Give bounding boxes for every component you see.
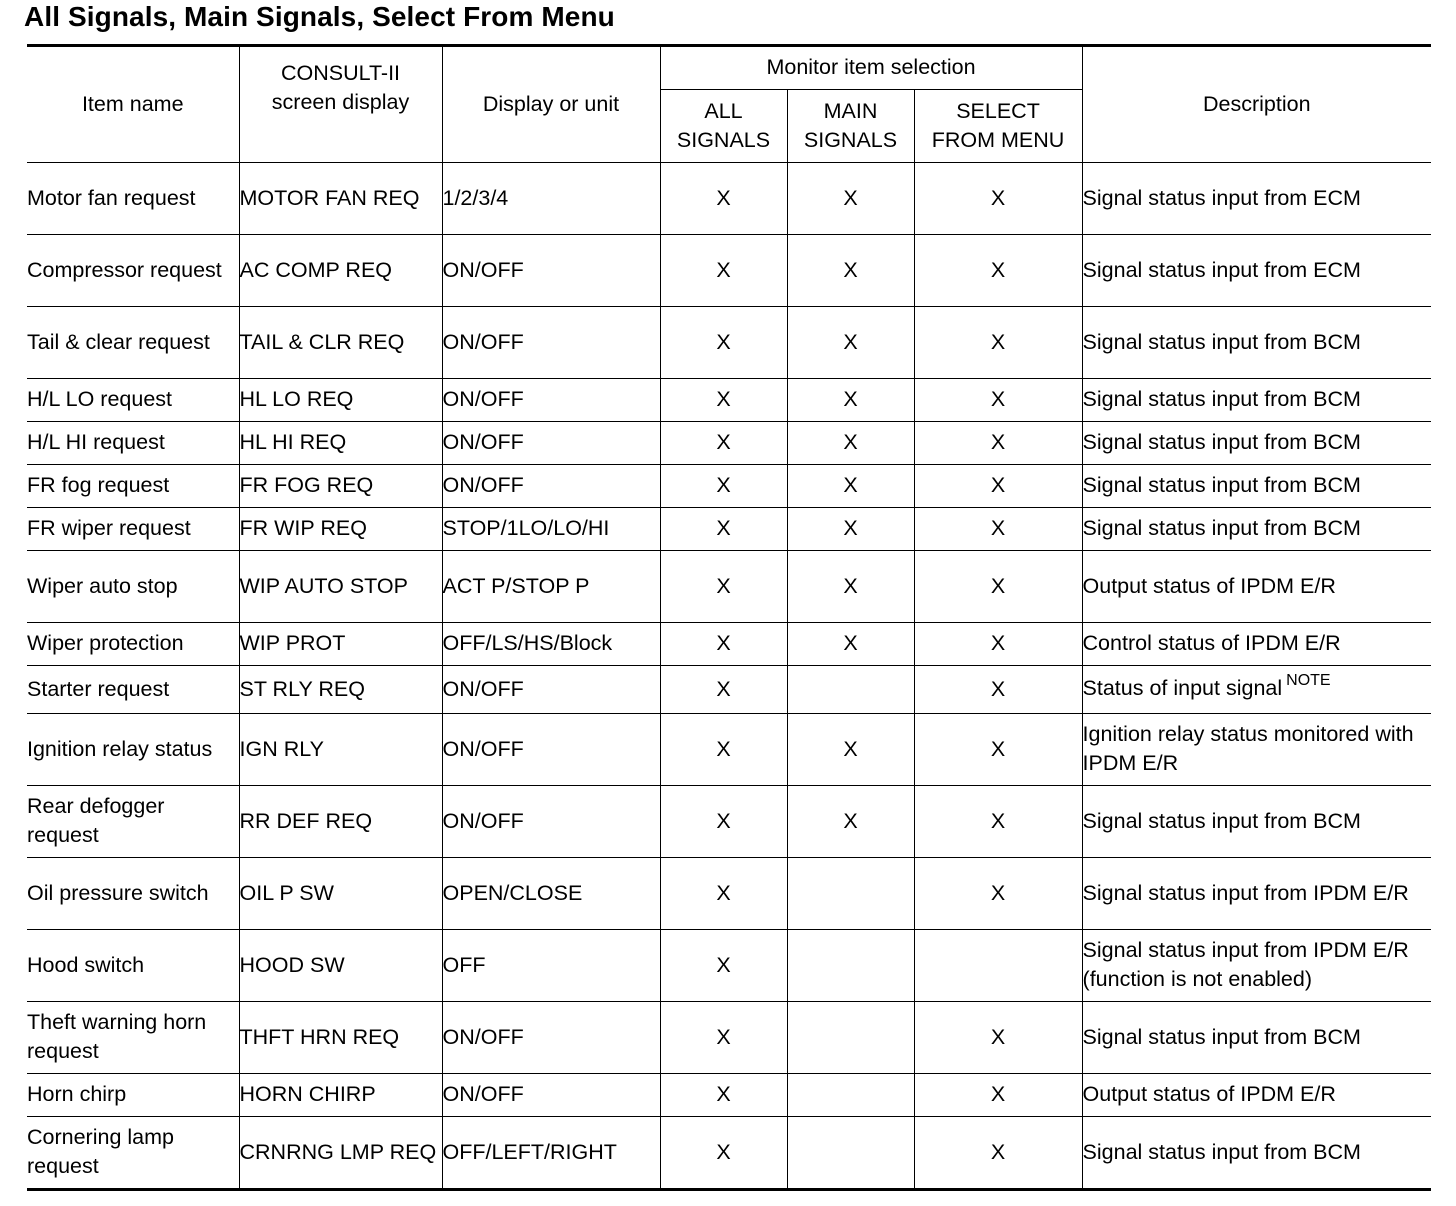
table-row xyxy=(27,785,1431,857)
screen-display-text: MOTOR FAN REQ xyxy=(239,185,420,210)
display-unit-cell xyxy=(442,929,660,1001)
main-signals-cell xyxy=(787,234,914,306)
description-cell xyxy=(1082,1001,1431,1073)
select-from-menu-cell xyxy=(914,162,1082,234)
main-signals-cell xyxy=(787,857,914,929)
display-unit-text: OFF/LS/HS/Block xyxy=(442,631,613,655)
all-signals-text: X xyxy=(716,573,731,598)
table-row xyxy=(27,234,1431,306)
display-unit-cell xyxy=(442,378,660,421)
select-from-menu-text: X xyxy=(990,185,1006,210)
select-from-menu-cell xyxy=(914,1001,1082,1073)
description-cell xyxy=(1082,234,1431,306)
display-unit-cell xyxy=(442,507,660,550)
all-signals-cell xyxy=(660,622,787,665)
all-signals-text: X xyxy=(716,631,731,655)
item-name-cell xyxy=(27,785,239,857)
item-name-cell xyxy=(27,507,239,550)
select-from-menu-cell xyxy=(914,234,1082,306)
select-from-menu-text: X xyxy=(990,573,1006,598)
main-signals-text: X xyxy=(843,387,858,411)
header-all-signals: ALL SIGNALS xyxy=(660,89,787,162)
display-unit-cell xyxy=(442,162,660,234)
screen-display-cell xyxy=(239,464,442,507)
table-row xyxy=(27,1001,1431,1073)
item-name-text: Hood switch xyxy=(27,952,145,977)
display-unit-cell xyxy=(442,1116,660,1188)
header-display-unit: Display or unit xyxy=(442,47,660,162)
all-signals-cell xyxy=(660,378,787,421)
description-text: Signal status input from ECM xyxy=(1082,185,1361,210)
description-cell xyxy=(1082,857,1431,929)
select-from-menu-cell xyxy=(914,857,1082,929)
signals-table xyxy=(27,47,1431,1188)
main-signals-text: X xyxy=(843,808,858,833)
description-cell xyxy=(1082,785,1431,857)
all-signals-cell xyxy=(660,306,787,378)
description-cell xyxy=(1082,550,1431,622)
item-name-text: Horn chirp xyxy=(27,1082,127,1106)
table-row xyxy=(27,162,1431,234)
display-unit-cell xyxy=(442,234,660,306)
select-from-menu-cell xyxy=(914,421,1082,464)
table-row xyxy=(27,929,1431,1001)
main-signals-text: X xyxy=(843,516,858,540)
item-name-cell xyxy=(27,162,239,234)
display-unit-text: ON/OFF xyxy=(442,387,524,411)
screen-display-cell xyxy=(239,622,442,665)
description-cell xyxy=(1082,1073,1431,1116)
item-name-text: Wiper auto stop xyxy=(27,573,178,598)
display-unit-text: ON/OFF xyxy=(442,473,524,497)
description-text: Signal status input from BCM xyxy=(1082,808,1361,833)
select-from-menu-text: X xyxy=(990,1082,1006,1106)
description-text: Output status of IPDM E/R xyxy=(1082,573,1336,598)
all-signals-cell xyxy=(660,785,787,857)
item-name-text: FR wiper request xyxy=(27,516,191,540)
item-name-text: H/L LO request xyxy=(27,387,172,411)
select-from-menu-cell xyxy=(914,622,1082,665)
description-text: Status of input signal xyxy=(1082,675,1283,700)
main-signals-text: X xyxy=(843,573,858,598)
description-cell xyxy=(1082,1116,1431,1188)
page-title: All Signals, Main Signals, Select From Menu xyxy=(24,1,615,32)
select-from-menu-cell xyxy=(914,1116,1082,1188)
select-from-menu-cell xyxy=(914,507,1082,550)
display-unit-text: ON/OFF xyxy=(442,329,524,354)
select-from-menu-cell xyxy=(914,306,1082,378)
item-name-cell xyxy=(27,1116,239,1188)
header-description: Description xyxy=(1082,47,1431,162)
display-unit-text: ON/OFF xyxy=(442,257,524,282)
display-unit-cell xyxy=(442,421,660,464)
all-signals-cell xyxy=(660,550,787,622)
item-name-cell xyxy=(27,665,239,713)
description-text: Signal status input from BCM xyxy=(1082,473,1361,497)
item-name-text: H/L HI request xyxy=(27,430,165,454)
screen-display-text: ST RLY REQ xyxy=(239,676,365,701)
all-signals-text: X xyxy=(716,736,731,761)
item-name-cell xyxy=(27,421,239,464)
item-name-cell xyxy=(27,234,239,306)
all-signals-cell xyxy=(660,464,787,507)
select-from-menu-text: X xyxy=(990,430,1006,454)
header-monitor-selection: Monitor item selection xyxy=(660,47,1082,89)
table-row xyxy=(27,378,1431,421)
select-from-menu-text: X xyxy=(990,676,1006,701)
display-unit-cell xyxy=(442,306,660,378)
display-unit-text: ON/OFF xyxy=(442,1024,524,1049)
table-row xyxy=(27,713,1431,785)
screen-display-text: TAIL & CLR REQ xyxy=(239,329,405,354)
select-from-menu-text: X xyxy=(990,631,1006,655)
all-signals-cell xyxy=(660,1073,787,1116)
main-signals-cell xyxy=(787,622,914,665)
item-name-cell xyxy=(27,622,239,665)
item-name-text: Motor fan request xyxy=(27,185,196,210)
main-signals-cell xyxy=(787,464,914,507)
item-name-cell xyxy=(27,550,239,622)
display-unit-cell xyxy=(442,857,660,929)
table-body xyxy=(27,162,1431,1188)
all-signals-cell xyxy=(660,665,787,713)
select-from-menu-text: X xyxy=(990,880,1006,905)
main-signals-cell xyxy=(787,929,914,1001)
display-unit-text: ACT P/STOP P xyxy=(442,573,590,598)
display-unit-text: ON/OFF xyxy=(442,430,524,454)
select-from-menu-text: X xyxy=(990,329,1006,354)
main-signals-cell xyxy=(787,162,914,234)
select-from-menu-text: X xyxy=(990,516,1006,540)
description-text: Signal status input from BCM xyxy=(1082,1024,1361,1049)
screen-display-text: THFT HRN REQ xyxy=(239,1024,400,1049)
screen-display-cell xyxy=(239,234,442,306)
main-signals-cell xyxy=(787,713,914,785)
screen-display-text: WIP AUTO STOP xyxy=(239,573,408,598)
main-signals-text: X xyxy=(843,631,858,655)
note-superscript: NOTE xyxy=(1286,671,1331,689)
main-signals-text: X xyxy=(843,257,858,282)
screen-display-text: FR FOG REQ xyxy=(239,473,374,497)
main-signals-cell xyxy=(787,378,914,421)
select-from-menu-cell xyxy=(914,550,1082,622)
screen-display-text: CRNRNG LMP REQ xyxy=(239,1139,437,1164)
description-text: Signal status input from BCM xyxy=(1082,516,1361,540)
all-signals-text: X xyxy=(716,952,731,977)
all-signals-cell xyxy=(660,713,787,785)
screen-display-cell xyxy=(239,550,442,622)
select-from-menu-text: X xyxy=(990,1024,1006,1049)
display-unit-text: OFF xyxy=(442,952,486,977)
all-signals-text: X xyxy=(716,880,731,905)
all-signals-text: X xyxy=(716,257,731,282)
all-signals-text: X xyxy=(716,387,731,411)
screen-display-cell xyxy=(239,929,442,1001)
all-signals-cell xyxy=(660,857,787,929)
description-cell xyxy=(1082,162,1431,234)
description-cell xyxy=(1082,306,1431,378)
screen-display-text: OIL P SW xyxy=(239,880,334,905)
item-name-cell xyxy=(27,713,239,785)
screen-display-cell xyxy=(239,306,442,378)
all-signals-cell xyxy=(660,421,787,464)
all-signals-text: X xyxy=(716,1139,731,1164)
select-from-menu-text: X xyxy=(990,387,1006,411)
item-name-text: Wiper protection xyxy=(27,631,184,655)
main-signals-cell xyxy=(787,306,914,378)
screen-display-cell xyxy=(239,785,442,857)
description-text: Signal status input from BCM xyxy=(1082,430,1361,454)
description-cell xyxy=(1082,464,1431,507)
screen-display-cell xyxy=(239,378,442,421)
item-name-cell xyxy=(27,378,239,421)
select-from-menu-text: X xyxy=(990,808,1006,833)
screen-display-cell xyxy=(239,421,442,464)
description-text: Signal status input from BCM xyxy=(1082,1139,1361,1164)
main-signals-text: X xyxy=(843,329,858,354)
display-unit-text: ON/OFF xyxy=(442,808,524,833)
screen-display-cell xyxy=(239,1116,442,1188)
main-signals-text: X xyxy=(843,736,858,761)
display-unit-text: OPEN/CLOSE xyxy=(442,880,583,905)
all-signals-cell xyxy=(660,234,787,306)
screen-display-cell xyxy=(239,1073,442,1116)
all-signals-text: X xyxy=(716,473,731,497)
all-signals-text: X xyxy=(716,676,731,701)
description-text: Output status of IPDM E/R xyxy=(1082,1082,1336,1106)
all-signals-text: X xyxy=(716,430,731,454)
header-main-signals: MAIN SIGNALS xyxy=(787,89,914,162)
screen-display-cell xyxy=(239,162,442,234)
description-text: Signal status input from IPDM E/R (function is not enabled) xyxy=(1082,938,1409,991)
item-name-cell xyxy=(27,1001,239,1073)
select-from-menu-cell xyxy=(914,378,1082,421)
main-signals-text: X xyxy=(843,430,858,454)
main-signals-cell xyxy=(787,507,914,550)
display-unit-text: OFF/LEFT/RIGHT xyxy=(442,1139,617,1164)
description-cell xyxy=(1082,421,1431,464)
display-unit-text: 1/2/3/4 xyxy=(442,185,509,210)
description-cell xyxy=(1082,929,1431,1001)
description-cell xyxy=(1082,622,1431,665)
select-from-menu-text: X xyxy=(990,736,1006,761)
all-signals-cell xyxy=(660,929,787,1001)
main-signals-cell xyxy=(787,1073,914,1116)
all-signals-cell xyxy=(660,1001,787,1073)
all-signals-cell xyxy=(660,507,787,550)
select-from-menu-text: X xyxy=(990,473,1006,497)
bottom-rule xyxy=(27,1188,1431,1191)
screen-display-text: HORN CHIRP xyxy=(239,1082,376,1106)
screen-display-text: FR WIP REQ xyxy=(239,516,367,540)
table-row xyxy=(27,622,1431,665)
item-name-cell xyxy=(27,464,239,507)
description-cell xyxy=(1082,713,1431,785)
table-row xyxy=(27,464,1431,507)
main-signals-cell xyxy=(787,550,914,622)
display-unit-cell xyxy=(442,713,660,785)
select-from-menu-cell xyxy=(914,713,1082,785)
display-unit-text: STOP/1LO/LO/HI xyxy=(442,516,610,540)
screen-display-cell xyxy=(239,507,442,550)
screen-display-text: RR DEF REQ xyxy=(239,808,373,833)
item-name-text: Ignition relay status xyxy=(27,736,213,761)
select-from-menu-text: X xyxy=(990,1139,1006,1164)
main-signals-cell xyxy=(787,1001,914,1073)
description-text: Signal status input from IPDM E/R xyxy=(1082,880,1409,905)
display-unit-cell xyxy=(442,550,660,622)
description-text: Control status of IPDM E/R xyxy=(1082,631,1341,655)
item-name-text: FR fog request xyxy=(27,473,170,497)
description-text: Signal status input from BCM xyxy=(1082,329,1361,354)
description-text: Signal status input from ECM xyxy=(1082,257,1361,282)
display-unit-text: ON/OFF xyxy=(442,736,524,761)
main-signals-cell xyxy=(787,665,914,713)
description-text: Ignition relay status monitored with IPDM E/R xyxy=(1082,722,1414,775)
screen-display-text: HL HI REQ xyxy=(239,430,347,454)
display-unit-cell xyxy=(442,464,660,507)
display-unit-cell xyxy=(442,622,660,665)
table-row xyxy=(27,1073,1431,1116)
screen-display-cell xyxy=(239,713,442,785)
screen-display-text: WIP PROT xyxy=(239,631,346,655)
item-name-text: Rear defogger request xyxy=(27,794,165,847)
table-row xyxy=(27,550,1431,622)
all-signals-cell xyxy=(660,1116,787,1188)
item-name-text: Theft warning horn request xyxy=(27,1010,207,1063)
display-unit-cell xyxy=(442,665,660,713)
main-signals-text: X xyxy=(843,473,858,497)
table-row xyxy=(27,507,1431,550)
main-signals-cell xyxy=(787,421,914,464)
item-name-text: Cornering lamp request xyxy=(27,1125,174,1179)
screen-display-cell xyxy=(239,1001,442,1073)
description-cell xyxy=(1082,665,1431,713)
display-unit-text: ON/OFF xyxy=(442,676,524,701)
header-consult-display: CONSULT-II screen display xyxy=(239,47,442,162)
screen-display-cell xyxy=(239,665,442,713)
select-from-menu-cell xyxy=(914,785,1082,857)
item-name-cell xyxy=(27,929,239,1001)
select-from-menu-cell xyxy=(914,665,1082,713)
display-unit-cell xyxy=(442,785,660,857)
item-name-cell xyxy=(27,1073,239,1116)
screen-display-text: IGN RLY xyxy=(239,736,324,761)
select-from-menu-cell xyxy=(914,929,1082,1001)
table-row xyxy=(27,665,1431,713)
main-signals-cell xyxy=(787,785,914,857)
item-name-text: Starter request xyxy=(27,676,170,701)
description-text: Signal status input from BCM xyxy=(1082,387,1361,411)
all-signals-text: X xyxy=(716,808,731,833)
screen-display-cell xyxy=(239,857,442,929)
main-signals-text: X xyxy=(843,185,858,210)
all-signals-text: X xyxy=(716,516,731,540)
table-row xyxy=(27,306,1431,378)
all-signals-text: X xyxy=(716,185,731,210)
item-name-text: Compressor request xyxy=(27,257,222,282)
main-signals-cell xyxy=(787,1116,914,1188)
display-unit-text: ON/OFF xyxy=(442,1082,524,1106)
all-signals-text: X xyxy=(716,1082,731,1106)
select-from-menu-cell xyxy=(914,1073,1082,1116)
all-signals-text: X xyxy=(716,329,731,354)
table-row xyxy=(27,1116,1431,1188)
header-item-name: Item name xyxy=(27,47,239,162)
display-unit-cell xyxy=(442,1001,660,1073)
table-row xyxy=(27,421,1431,464)
item-name-cell xyxy=(27,857,239,929)
description-cell xyxy=(1082,378,1431,421)
item-name-cell xyxy=(27,306,239,378)
select-from-menu-text: X xyxy=(990,257,1006,282)
select-from-menu-cell xyxy=(914,464,1082,507)
item-name-text: Tail & clear request xyxy=(27,329,210,354)
screen-display-text: HL LO REQ xyxy=(239,387,354,411)
table-row xyxy=(27,857,1431,929)
display-unit-cell xyxy=(442,1073,660,1116)
screen-display-text: AC COMP REQ xyxy=(239,257,393,282)
all-signals-text: X xyxy=(716,1024,731,1049)
screen-display-text: HOOD SW xyxy=(239,952,345,977)
all-signals-cell xyxy=(660,162,787,234)
item-name-text: Oil pressure switch xyxy=(27,880,209,905)
description-cell xyxy=(1082,507,1431,550)
header-select-from-menu: SELECT FROM MENU xyxy=(914,89,1082,162)
